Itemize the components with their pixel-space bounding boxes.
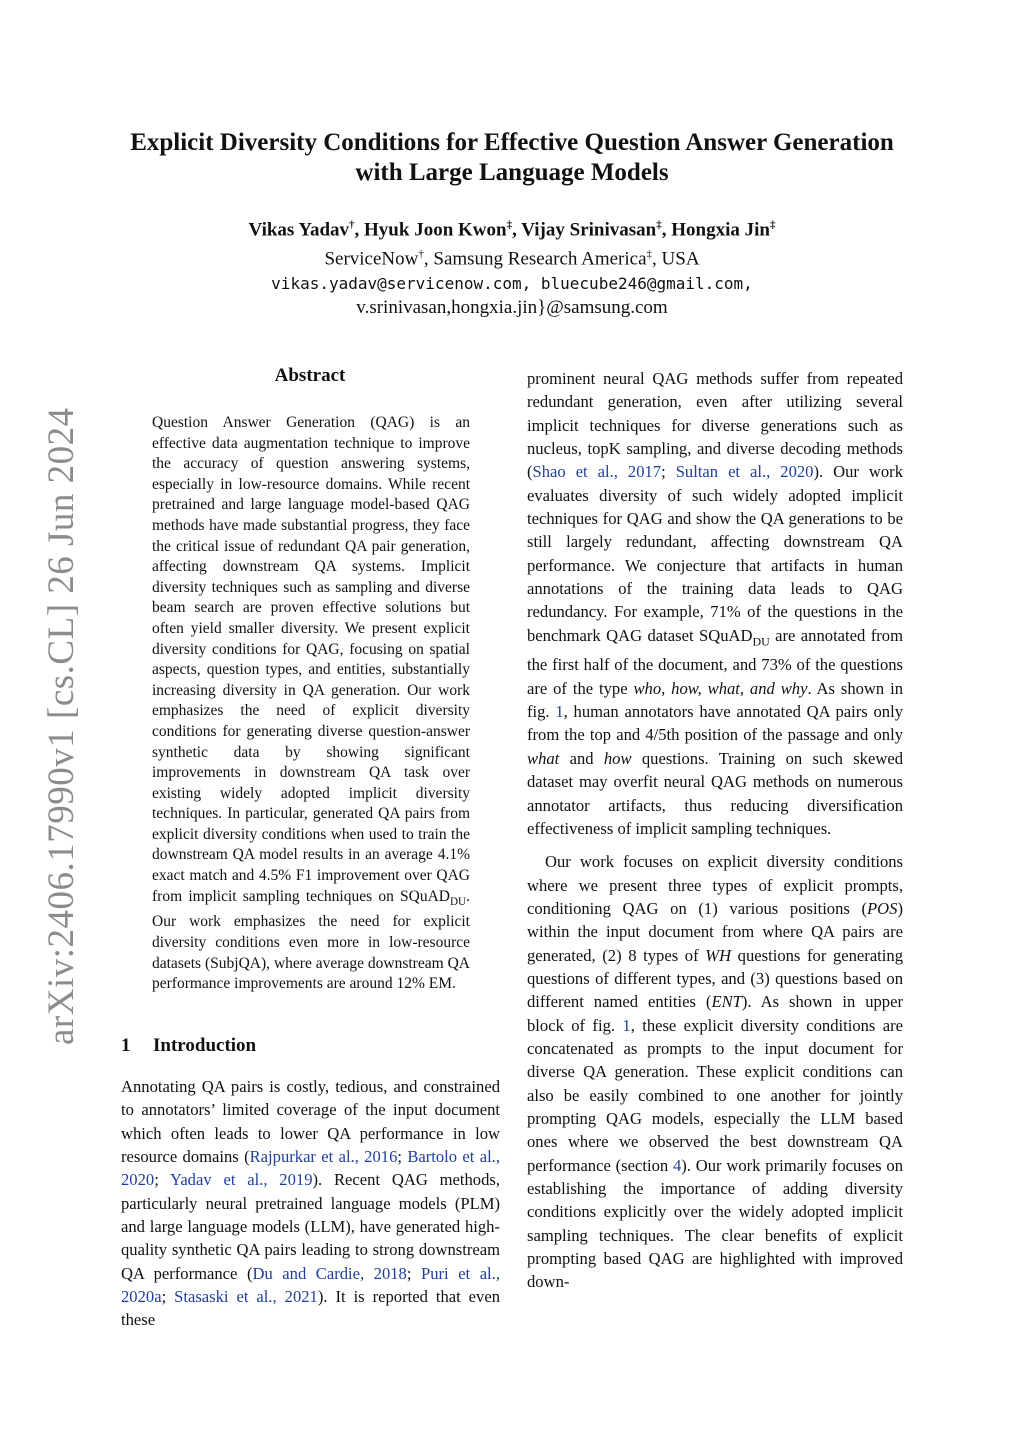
email-line-2: v.srinivasan,hongxia.jin}@samsung.com (356, 296, 668, 318)
abstract-text: . Our work emphasizes the need for explicit diversity conditions even more in low-resource datasets (SubjQA), where average downstream QA performance improvements are around 12% EM. (152, 887, 470, 993)
right-paragraph-2 (527, 850, 903, 1294)
citation-link[interactable]: Sultan et al., 2020 (675, 462, 814, 482)
affiliation-mark: ‡ (656, 219, 662, 231)
body-text: ) within the input document from where QA pairs are generated, (2) 8 types of (527, 898, 903, 965)
affiliation-country: , USA (652, 248, 700, 270)
figure-ref-link[interactable]: 1 (555, 702, 564, 722)
author-block (100, 213, 924, 320)
separator: ; (406, 1263, 421, 1283)
emphasis: ENT (711, 992, 742, 1012)
affiliation-mark: ‡ (646, 248, 653, 261)
affiliation-mark: ‡ (506, 219, 513, 231)
separator: ; (161, 1287, 175, 1307)
author-1: Vikas Yadav (248, 219, 350, 241)
email-line-1: vikas.yadav@servicenow.com, bluecube246@gmail.com, (271, 273, 753, 293)
intro-paragraph (121, 1075, 500, 1332)
body-text: ). Our work primarily focuses on establishing the importance of adding diversity conditions explicitly over the widely adopted implicit sampling techniques. The clear benefits of explicit prompting based QAG are highlighted with improved down- (527, 1155, 903, 1292)
body-text: , these explicit diversity conditions are concatenated as prompts to the input document for diverse QA generation. These explicit conditions can also be easily combined to one another for jointly prompting QAG models, especially the LLM based ones where we observed the best downstream QA performance (section (527, 1015, 904, 1175)
arxiv-identifier-stamp: arXiv:2406.17990v1 [cs.CL] 26 Jun 2024 (41, 407, 82, 1045)
emphasis: POS (867, 898, 898, 918)
body-text: , human annotators have annotated QA pairs only from the top and 4/5th position of the passage and only (527, 702, 903, 745)
citation-link[interactable]: Rajpurkar et al., 2016 (249, 1147, 398, 1167)
section-number: 1 (121, 1035, 131, 1056)
separator: ; (154, 1170, 170, 1190)
citation-link[interactable]: Stasaski et al., 2021 (174, 1287, 318, 1307)
citation-link[interactable]: Puri et al., 2020a (121, 1263, 500, 1307)
right-paragraph-1 (527, 367, 903, 840)
body-text: and (559, 748, 604, 768)
body-text: prominent neural QAG methods suffer from repeated redundant generation, even after utilizing several implicit techniques for diverse generations such as nucleus, topK sampling, and diverse decoding methods ( (527, 369, 903, 482)
emphasis: WH (705, 945, 732, 965)
title-line-1: Explicit Diversity Conditions for Effective Question Answer Generation (130, 129, 894, 156)
separator: ; (661, 462, 676, 482)
author-3: Vijay Srinivasan (521, 219, 657, 241)
affiliation-mark: † (349, 219, 355, 231)
body-text: Our work focuses on explicit diversity conditions where we present three types of explicit prompts, conditioning QAG on (1) various positions ( (527, 852, 903, 918)
abstract-heading: Abstract (274, 365, 346, 386)
section-title: Introduction (153, 1035, 257, 1056)
subscript: DU (450, 895, 467, 908)
author-names: Vikas Yadav†, Hyuk Joon Kwon‡, Vijay Srinivasan‡, Hongxia Jin‡ (248, 219, 776, 241)
right-column (527, 367, 903, 1294)
paper-title (100, 128, 924, 188)
author-4: Hongxia Jin (671, 219, 770, 241)
figure-ref-link[interactable]: 1 (622, 1015, 631, 1035)
abstract-body (152, 413, 470, 995)
affiliation-mark: † (418, 248, 424, 261)
body-text: questions. Training on such skewed dataset may overfit neural QAG methods on numerous annotator artifacts, thus reducing diversification effectiveness of implicit sampling techniques. (527, 748, 903, 838)
body-text: ). Recent QAG methods, particularly neural pretrained language models (PLM) and large language models (LLM), have generated high-quality synthetic QA pairs leading to strong downstream QA performance ( (121, 1170, 500, 1283)
section-heading-introduction (121, 1035, 501, 1057)
body-text: . As shown in fig. (527, 678, 904, 722)
section-ref-link[interactable]: 4 (672, 1155, 682, 1175)
affiliation-1: ServiceNow (324, 248, 419, 270)
citation-link[interactable]: Yadav et al., 2019 (170, 1170, 313, 1190)
emphasis: what (527, 748, 560, 768)
body-text: are annotated from the first half of the document, and 73% of the questions are of the type (527, 625, 903, 698)
abstract-text: Question Answer Generation (QAG) is an effective data augmentation technique to improve the accuracy of question answering systems, especially in low-resource domains. While recent pretrained and large language model-based QAG methods have made substantial progress, they face the critical issue of redundant QA pair generation, affecting downstream QA systems. Implicit diversity techniques such as sampling and diverse beam search are proven effective solutions but often yield smaller diversity. We present explicit diversity conditions for QAG, focusing on spatial aspects, question types, and entities, substantially increasing diversity in QA generation. Our work emphasizes the need of explicit diversity conditions for generating diverse question-answer synthetic data by showing significant improvements in downstream QA task over existing widely adopted implicit diversity techniques. In particular, generated QA pairs from explicit diversity conditions when used to train the downstream QA model results in an average 4.1% exact match and 4.5% F1 improvement over QAG from implicit sampling techniques on SQuAD (152, 414, 470, 905)
emphasis: how (603, 748, 632, 768)
emphasis: who, how, what, and why (633, 678, 808, 698)
separator: ; (397, 1147, 408, 1167)
body-text: questions for generating questions of different types, and (3) questions based on different named entities ( (527, 945, 903, 1012)
body-text: Annotating QA pairs is costly, tedious, and constrained to annotators’ limited coverage of the input document which often leads to lower QA performance in low resource domains ( (121, 1077, 500, 1167)
affiliation-mark: ‡ (769, 219, 776, 231)
body-text: ). As shown in upper block of fig. (527, 992, 903, 1035)
body-text: ). Our work evaluates diversity of such widely adopted implicit techniques for QAG and show the QA generations to be still largely redundant, affecting downstream QA performance. We conjecture that artifacts in human annotations of the training data leads to QAG redundancy. For example, 71% of the questions in the benchmark QAG dataset SQuAD (527, 462, 904, 645)
citation-link[interactable]: Bartolo et al., 2020 (121, 1147, 500, 1190)
body-text: ). It is reported that even these (121, 1287, 500, 1330)
title-line-2: with Large Language Models (355, 159, 669, 186)
citation-link[interactable]: Du and Cardie, 2018 (252, 1263, 407, 1283)
subscript: DU (752, 634, 770, 649)
affiliation-2: Samsung Research America (433, 248, 647, 270)
affiliations: ServiceNow†, Samsung Research America‡, USA (324, 248, 700, 270)
author-2: Hyuk Joon Kwon (364, 219, 507, 241)
citation-link[interactable]: Shao et al., 2017 (532, 462, 662, 482)
